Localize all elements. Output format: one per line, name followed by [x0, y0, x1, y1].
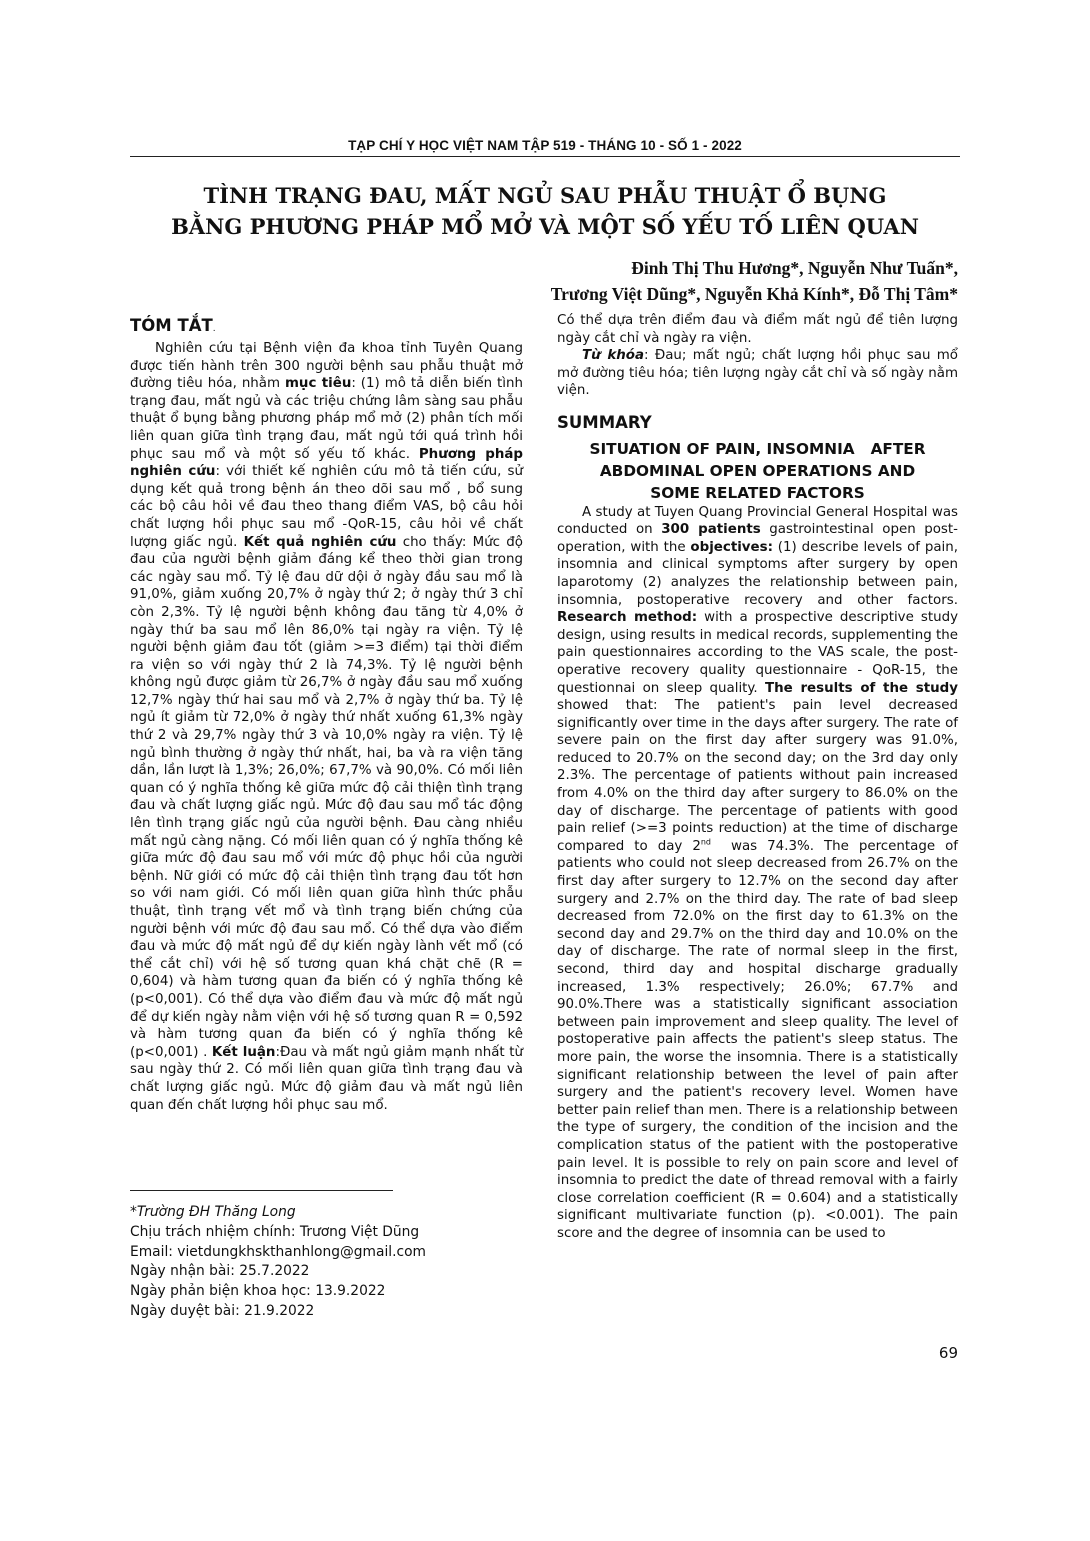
abstract-continued: Có thể dựa trên điểm đau và điểm mất ngủ để tiên lượng ngày cắt chỉ và ngày ra viện. [557, 313, 958, 346]
page-number: 69 [938, 1344, 958, 1362]
date-reviewed: Ngày phản biện khoa học: 13.9.2022 [130, 1283, 386, 1300]
right-column [557, 312, 963, 1243]
summary-heading: SUMMARY [557, 412, 652, 432]
affiliation: *Trường ĐH Thăng Long [130, 1204, 296, 1220]
date-received: Ngày nhận bài: 25.7.2022 [130, 1263, 310, 1280]
abstract-paragraph: Nghiên cứu tại Bệnh viện đa khoa tỉnh Tuyên Quang được tiến hành trên 300 người bệnh sau phẫu thuật mở đường tiêu hóa, nhằm mục tiêu: (1) mô tả diễn biến tình trạng đau, mất ngủ và các triệu chứng lâm sàng sau phẫu thuật ổ bụng bằng phương pháp mổ mở (2) phân tích mối liên quan giữa tình trạng đau, mất ngủ tới quá trình hồi phục sau mổ và một số yếu tố khác. Phương pháp nghiên cứu: với thiết kế nghiên cứu mô tả tiến cứu, sử dụng kết quả trong bệnh án theo dõi sau mổ , bổ sung các bộ câu hỏi về đau theo thang điểm VAS, bộ câu hỏi chất lượng hồi phục sau mổ -QoR-15, câu hỏi về chất lượng giấc ngủ. Kết quả nghiên cứu cho thấy: Mức độ đau của người bệnh giảm đáng kể theo thời gian trong các ngày sau mổ. Tỷ lệ đau dữ dội ở ngày đầu sau mổ là 91,0%, giảm xuống 20,7% ở ngày thứ 2; ở ngày thứ 3 chỉ còn 2,3%. Tỷ lệ người bệnh không đau tăng từ 4,0% ở ngày thứ ba sau mổ lên 86,0% tại ngày ra viện. Tỷ lệ người bệnh giảm đau tốt (giảm >=3 điểm) tại thời điểm ra viện so với ngày thứ 2 là 74,3%. Tỷ lệ người bệnh không ngủ được giảm từ 26,7% ở ngày đầu sau mổ xuống 12,7% ngày thứ hai sau mổ và 2,7% ở ngày thứ ba. Tỷ lệ ngủ ít giảm từ 72,0% ở ngày thứ nhất xuống 61,3% ngày thứ 2 và 29,7% ngày thứ 3 và 10,0% ngày ra viện. Tỷ lệ ngủ bình thường ở ngày thứ nhất, hai, ba và ra viện tăng dần, lần lượt là 1,3%; 26,0%; 67,7% và 90,0%. Có mối liên quan có ý nghĩa thống kê giữa mức độ cải thiện tình trạng đau và chất lượng giấc ngủ. Mức độ đau sau mổ tác động lên tình trạng giấc ngủ của người bệnh. Đau càng nhiều mất ngủ càng nặng. Có mối liên quan có ý nghĩa thống kê giữa mức độ đau sau mổ với mức độ phục hồi của người bệnh. Nữ giới có mức độ cải thiện tình trạng đau tốt hơn so với nam giới. Có mối liên quan giữa hình thức phẫu thuật, tình trạng vết mổ và tình trạng biến chứng của người bệnh với mức độ đau sau mổ. Có thể dựa vào điểm đau và mức độ mất ngủ để dự kiến ngày lành vết mổ (có thể cắt chỉ) với hệ số tương quan khá chặt chẽ (R = 0,604) và hàm tương quan đa biến có ý nghĩa thống kê (p<0,001). Có thể dựa vào điểm đau và mức độ mất ngủ để dự kiến ngày nằm viện với hệ số tương quan R = 0,592 và hàm tương quan đa biến có ý nghĩa thống kê (p<0,001) . Kết luận:Đau và mất ngủ giảm mạnh nhất từ sau ngày thứ 2. Có mối liên quan giữa tình trạng đau và chất lượng giấc ngủ. Mức độ giảm đau và mất ngủ liên quan đến chất lượng hồi phục sau mổ. [130, 341, 523, 1113]
email: Email: vietdungkhskthanhlong@gmail.com [130, 1243, 426, 1260]
conclusion-label: Kết luận [211, 1044, 276, 1060]
abstract-heading: TÓM TẮT. [130, 316, 216, 335]
author-list [380, 255, 958, 307]
results-study-label: The results of the study [765, 680, 958, 696]
results-label: Kết quả nghiên cứu [243, 534, 397, 550]
article-title [130, 180, 960, 242]
objective-label: mục tiêu [284, 376, 352, 392]
authors-line-2: Trương Việt Dũng*, Nguyễn Khả Kính*, Đỗ Thị Tâm* [550, 284, 958, 304]
footnote-divider [130, 1190, 393, 1191]
method-label: Phương pháp nghiên cứu [130, 446, 523, 480]
title-line-1: TÌNH TRẠNG ĐAU, MẤT NGỦ SAU PHẪU THUẬT Ổ BỤNG [203, 183, 887, 208]
authors-line-1: Đinh Thị Thu Hương*, Nguyễn Như Tuấn*, [631, 258, 958, 278]
footnotes [130, 1203, 530, 1322]
header-divider [130, 156, 960, 157]
journal-header: TẠP CHÍ Y HỌC VIỆT NAM TẬP 519 - THÁNG 10 - SỐ 1 - 2022 [348, 138, 742, 153]
research-method-label: Research method: [557, 610, 698, 626]
summary-title: SITUATION OF PAIN, INSOMNIA AFTER ABDOMINAL OPEN OPERATIONS AND SOME RELATED FACTORS [589, 439, 926, 502]
abstract-vietnamese [130, 340, 523, 1114]
title-line-2: BẰNG PHƯƠNG PHÁP MỔ MỞ VÀ MỘT SỐ YẾU TỐ LIÊN QUAN [171, 214, 919, 239]
keywords: Từ khóa: Đau; mất ngủ; chất lượng hồi phục sau mổ mở đường tiêu hóa; tiên lượng ngày cắt chỉ và số ngày nằm viện. [557, 348, 958, 399]
objectives-label: objectives: [690, 539, 773, 555]
summary-paragraph: A study at Tuyen Quang Provincial General Hospital was conducted on 300 patients gastrointestinal open post-operation, with the objectives: (1) describe levels of pain, insomnia and clinical symptoms after surgery by open laparotomy (2) analyzes the relationship between pain, insomnia, postoperative recovery and other factors. Research method: with a prospective descriptive study design, using results in medical records, supplementing the pain questionnaires according to the VAS scale, the post-operative recovery quality questionnaire - QoR-15, the questionnai on sleep quality. The results of the study showed that: The patient's pain level decreased significantly over time in the days after surgery. The rate of severe pain on the first day after surgery was 91.0%, reduced to 20.7% on the second day; on the 3rd day only 2.3%. The percentage of patients without pain increased from 4.0% on the third day after surgery to 86.0% on the day of discharge. The percentage of patients with good pain relief (>=3 points reduction) at the time of discharge compared to day 2nd was 74.3%. The percentage of patients who could not sleep decreased from 26.7% on the first day after surgery to 12.7% on the second day after surgery and 2.7% on the third day. The rate of bad sleep decreased from 72.0% on the first day to 61.3% on the second day and 29.7% on the third day and 10.0% on the day of discharge. The rate of normal sleep in the first, second, third day and hospital discharge gradually increased, 1.3% respectively; 26.0%; 67.7% and 90.0%.There was a statistically significant association between pain improvement and sleep quality. The level of postoperative pain affects the patient's sleep status. The more pain, the worse the insomnia. There is a statistically significant relationship between the level of pain after surgery and the patient's recovery level. Women have better pain relief than men. There is a relationship between the type of surgery, the condition of the incision and the complication status of the patient with the postoperative pain level. It is possible to rely on pain score and level of insomnia to predict the date of thread removal with a fairly close correlation coefficient (R = 0.604) and a statistically significant multivariate function (p). <0.001). The pain score and the degree of insomnia can be used to [557, 504, 963, 1241]
keywords-label: Từ khóa [582, 348, 645, 364]
responsible-author: Chịu trách nhiệm chính: Trương Việt Dũng [130, 1223, 420, 1240]
date-accepted: Ngày duyệt bài: 21.9.2022 [130, 1302, 315, 1319]
